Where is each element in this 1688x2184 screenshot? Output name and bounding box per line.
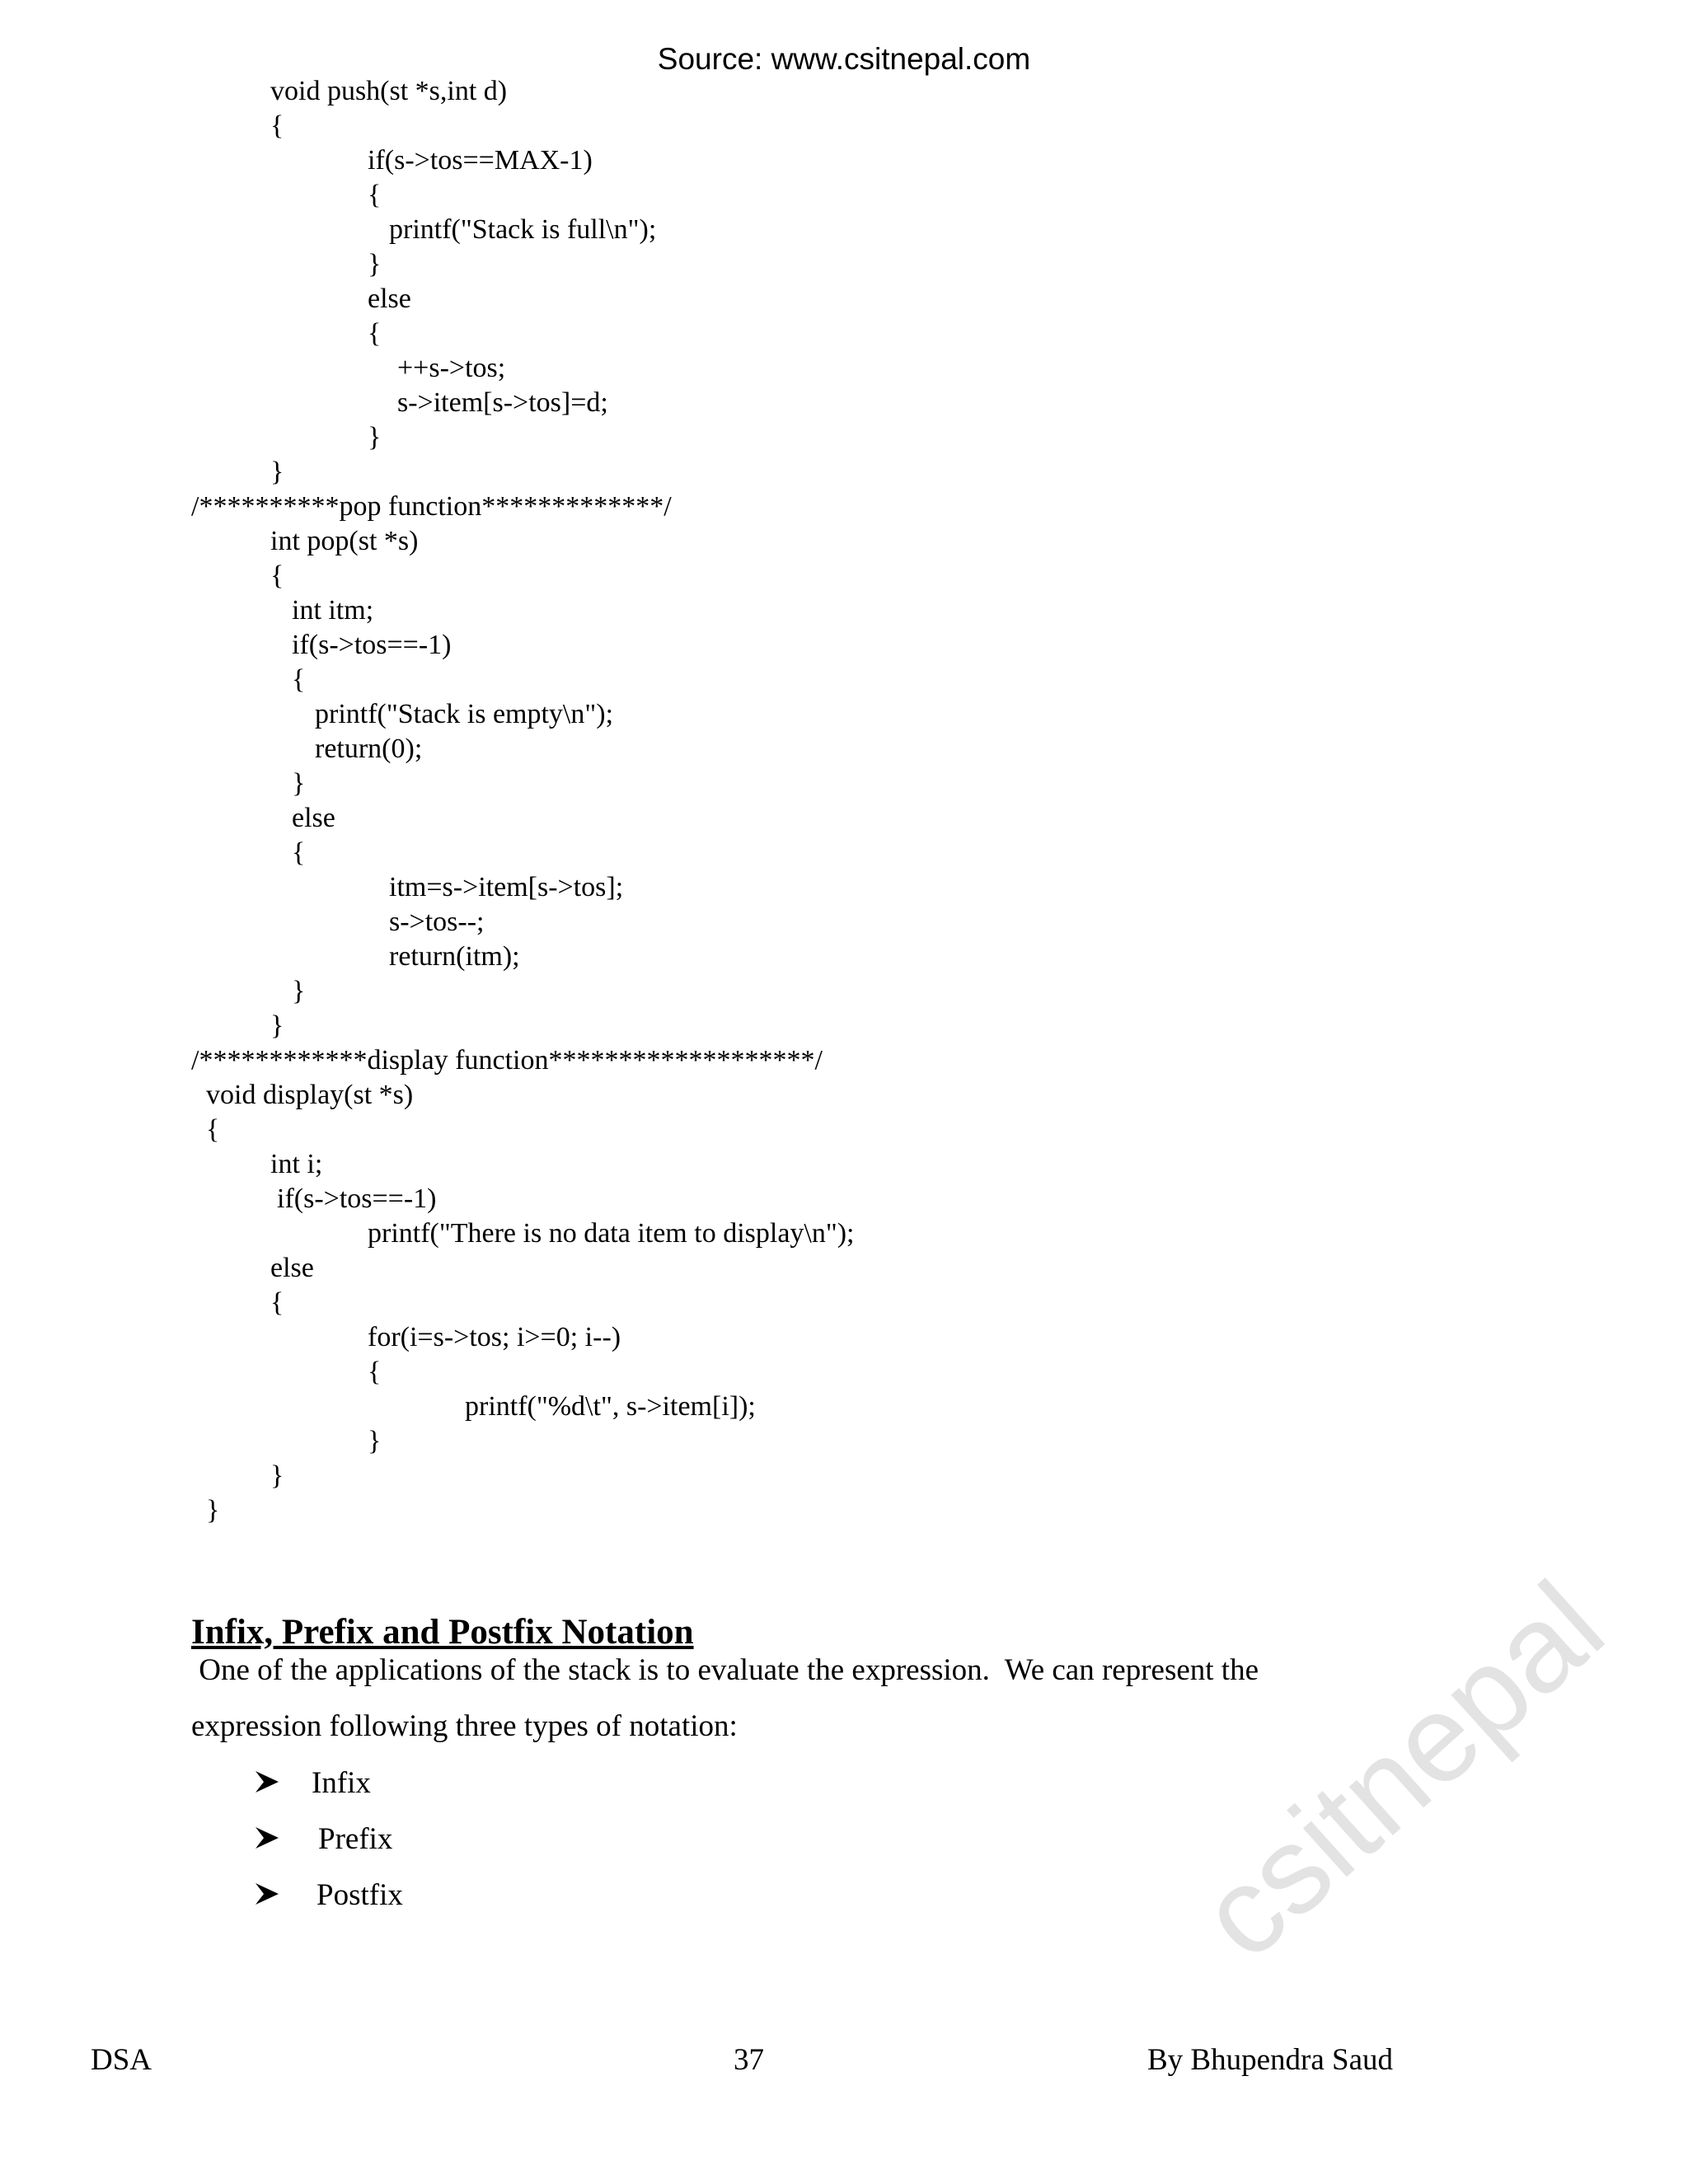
code-line: } xyxy=(270,1010,284,1041)
code-line: ++s->tos; xyxy=(397,353,506,383)
footer-left: DSA xyxy=(91,2043,152,2077)
code-line: s->tos--; xyxy=(389,907,485,937)
code-line: { xyxy=(368,1357,382,1387)
comment-line: /**********pop function*************/ xyxy=(191,491,672,522)
code-line: void push(st *s,int d) xyxy=(270,76,508,106)
code-line: else xyxy=(270,1253,314,1283)
comment-line: /************display function*******************/ xyxy=(191,1045,823,1076)
code-line: int pop(st *s) xyxy=(270,526,419,556)
arrow-bullet-icon xyxy=(254,1769,282,1794)
code-line: { xyxy=(292,664,306,695)
arrow-bullet-icon xyxy=(254,1825,282,1850)
list-item-label: Postfix xyxy=(316,1878,403,1912)
code-line: } xyxy=(292,768,306,799)
footer-author: By Bhupendra Saud xyxy=(1147,2043,1394,2077)
list-item-label: Prefix xyxy=(318,1822,393,1856)
list-item-label: Infix xyxy=(312,1766,371,1800)
code-line: { xyxy=(368,180,382,210)
arrow-bullet-icon xyxy=(254,1882,282,1906)
code-line: else xyxy=(292,803,335,833)
paragraph-line: expression following three types of notation: xyxy=(191,1709,738,1743)
code-line: { xyxy=(270,110,284,141)
code-line: for(i=s->tos; i>=0; i--) xyxy=(368,1322,621,1352)
paragraph-line: One of the applications of the stack is to evaluate the expression. We can represent the xyxy=(191,1653,1259,1687)
code-line: } xyxy=(292,976,306,1006)
code-line: } xyxy=(368,422,382,452)
code-line: if(s->tos==-1) xyxy=(277,1183,437,1214)
code-line: return(0); xyxy=(315,733,423,764)
code-line: if(s->tos==MAX-1) xyxy=(368,145,593,176)
code-line: } xyxy=(270,457,284,487)
code-line: { xyxy=(270,560,284,591)
code-line: } xyxy=(270,1460,284,1491)
watermark: csitnepal xyxy=(1173,1555,1629,1985)
code-line: } xyxy=(368,249,382,279)
code-line: itm=s->item[s->tos]; xyxy=(389,872,624,902)
code-line: void display(st *s) xyxy=(206,1080,414,1110)
source-header: Source: www.csitnepal.com xyxy=(657,42,1031,76)
code-line: printf("%d\t", s->item[i]); xyxy=(465,1391,756,1422)
section-heading: Infix, Prefix and Postfix Notation xyxy=(191,1613,694,1652)
code-line: { xyxy=(206,1114,220,1145)
code-line: if(s->tos==-1) xyxy=(292,630,452,660)
code-line: } xyxy=(368,1426,382,1456)
code-line: { xyxy=(368,318,382,349)
code-line: printf("There is no data item to display\n"); xyxy=(368,1218,855,1249)
code-line: int itm; xyxy=(292,595,374,626)
list-item xyxy=(254,1765,371,1802)
code-line: s->item[s->tos]=d; xyxy=(397,387,608,418)
list-item xyxy=(254,1821,392,1858)
code-line: printf("Stack is full\n"); xyxy=(389,214,657,245)
code-line: { xyxy=(292,837,306,868)
page-number: 37 xyxy=(734,2043,764,2077)
code-line: int i; xyxy=(270,1149,323,1179)
code-line: printf("Stack is empty\n"); xyxy=(315,699,614,729)
code-line: return(itm); xyxy=(389,941,520,972)
code-line: { xyxy=(270,1287,284,1318)
code-line: } xyxy=(206,1495,220,1526)
list-item xyxy=(254,1877,403,1914)
code-line: else xyxy=(368,284,411,314)
